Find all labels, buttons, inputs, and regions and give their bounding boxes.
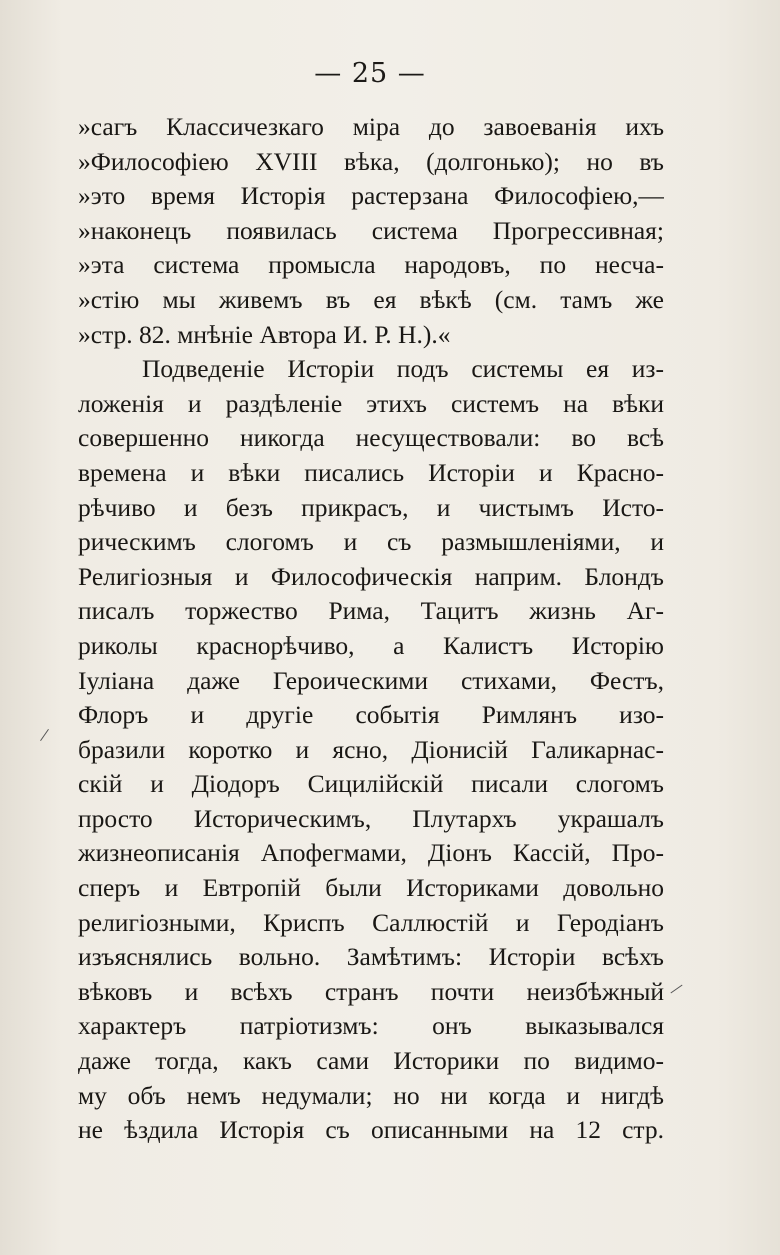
text-line: рическимъ слогомъ и съ размышленіями, и <box>78 527 664 557</box>
text-line: Подведеніе Исторіи подъ системы ея из- <box>142 354 664 384</box>
text-line: ложенія и раздѣленіе этихъ системъ на вѣки <box>78 388 664 418</box>
text-line: религіозными, Криспъ Саллюстій и Геродіанъ <box>78 907 664 937</box>
text-line: просто Историческимъ, Плутархъ украшалъ <box>78 803 664 833</box>
text-line: Религіозныя и Философическія наприм. Блондъ <box>78 561 664 591</box>
text-line: Іуліана даже Героическими стихами, Фестъ, <box>78 665 664 695</box>
text-line: »стр. 82. мнѣніе Автора И. Р. Н.).« <box>78 319 451 349</box>
text-line: вѣковъ и всѣхъ странъ почти неизбѣжный <box>78 976 664 1006</box>
text-line: скій и Діодоръ Сицилійскій писали слогомъ <box>78 769 664 799</box>
text-line: изъяснялись вольно. Замѣтимъ: Исторіи всѣхъ <box>78 942 664 972</box>
text-line: »стію мы живемъ въ ея вѣкѣ (см. тамъ же <box>78 284 664 314</box>
margin-mark <box>670 985 682 994</box>
text-line: »сагъ Классичезкаго міра до завоеванія ихъ <box>78 112 664 141</box>
text-line: даже тогда, какъ сами Историки по видимо- <box>78 1046 664 1076</box>
margin-mark <box>40 729 49 741</box>
text-line: жизнеописанія Апофегмами, Діонъ Кассій, Про- <box>78 838 664 868</box>
text-line: времена и вѣки писались Исторіи и Красно- <box>78 457 664 487</box>
text-line: сперъ и Евтропій были Историками довольно <box>78 873 664 903</box>
paragraph <box>78 110 664 352</box>
text-line: Флоръ и другіе событія Римлянъ изо- <box>78 700 664 730</box>
text-line: характеръ патріотизмъ: онъ выказывался <box>78 1011 664 1041</box>
text-line: бразили коротко и ясно, Діонисій Галикарнас- <box>78 734 664 764</box>
body-text <box>78 110 664 1148</box>
text-line: писалъ торжество Рима, Тацитъ жизнь Аг- <box>78 596 664 626</box>
text-line: »это время Исторія растерзана Философіею,— <box>78 181 664 211</box>
text-line: »наконецъ появилась система Прогрессивная; <box>78 215 664 245</box>
paragraph <box>78 352 664 1148</box>
text-line: риколы краснорѣчиво, а Калистъ Исторію <box>78 630 664 660</box>
text-line: »эта система промысла народовъ, по несча- <box>78 250 664 280</box>
text-line: не ѣздила Исторія съ описанными на 12 стр. <box>78 1115 664 1145</box>
text-line: му объ немъ недумали; но ни когда и нигдѣ <box>78 1080 664 1110</box>
text-line: совершенно никогда несуществовали: во всѣ <box>78 423 664 453</box>
page-number: — 25 — <box>314 58 426 89</box>
text-line: »Философіею XVIII вѣка, (долгонько); но въ <box>78 146 664 176</box>
text-line: рѣчиво и безъ прикрасъ, и чистымъ Исто- <box>78 492 664 522</box>
